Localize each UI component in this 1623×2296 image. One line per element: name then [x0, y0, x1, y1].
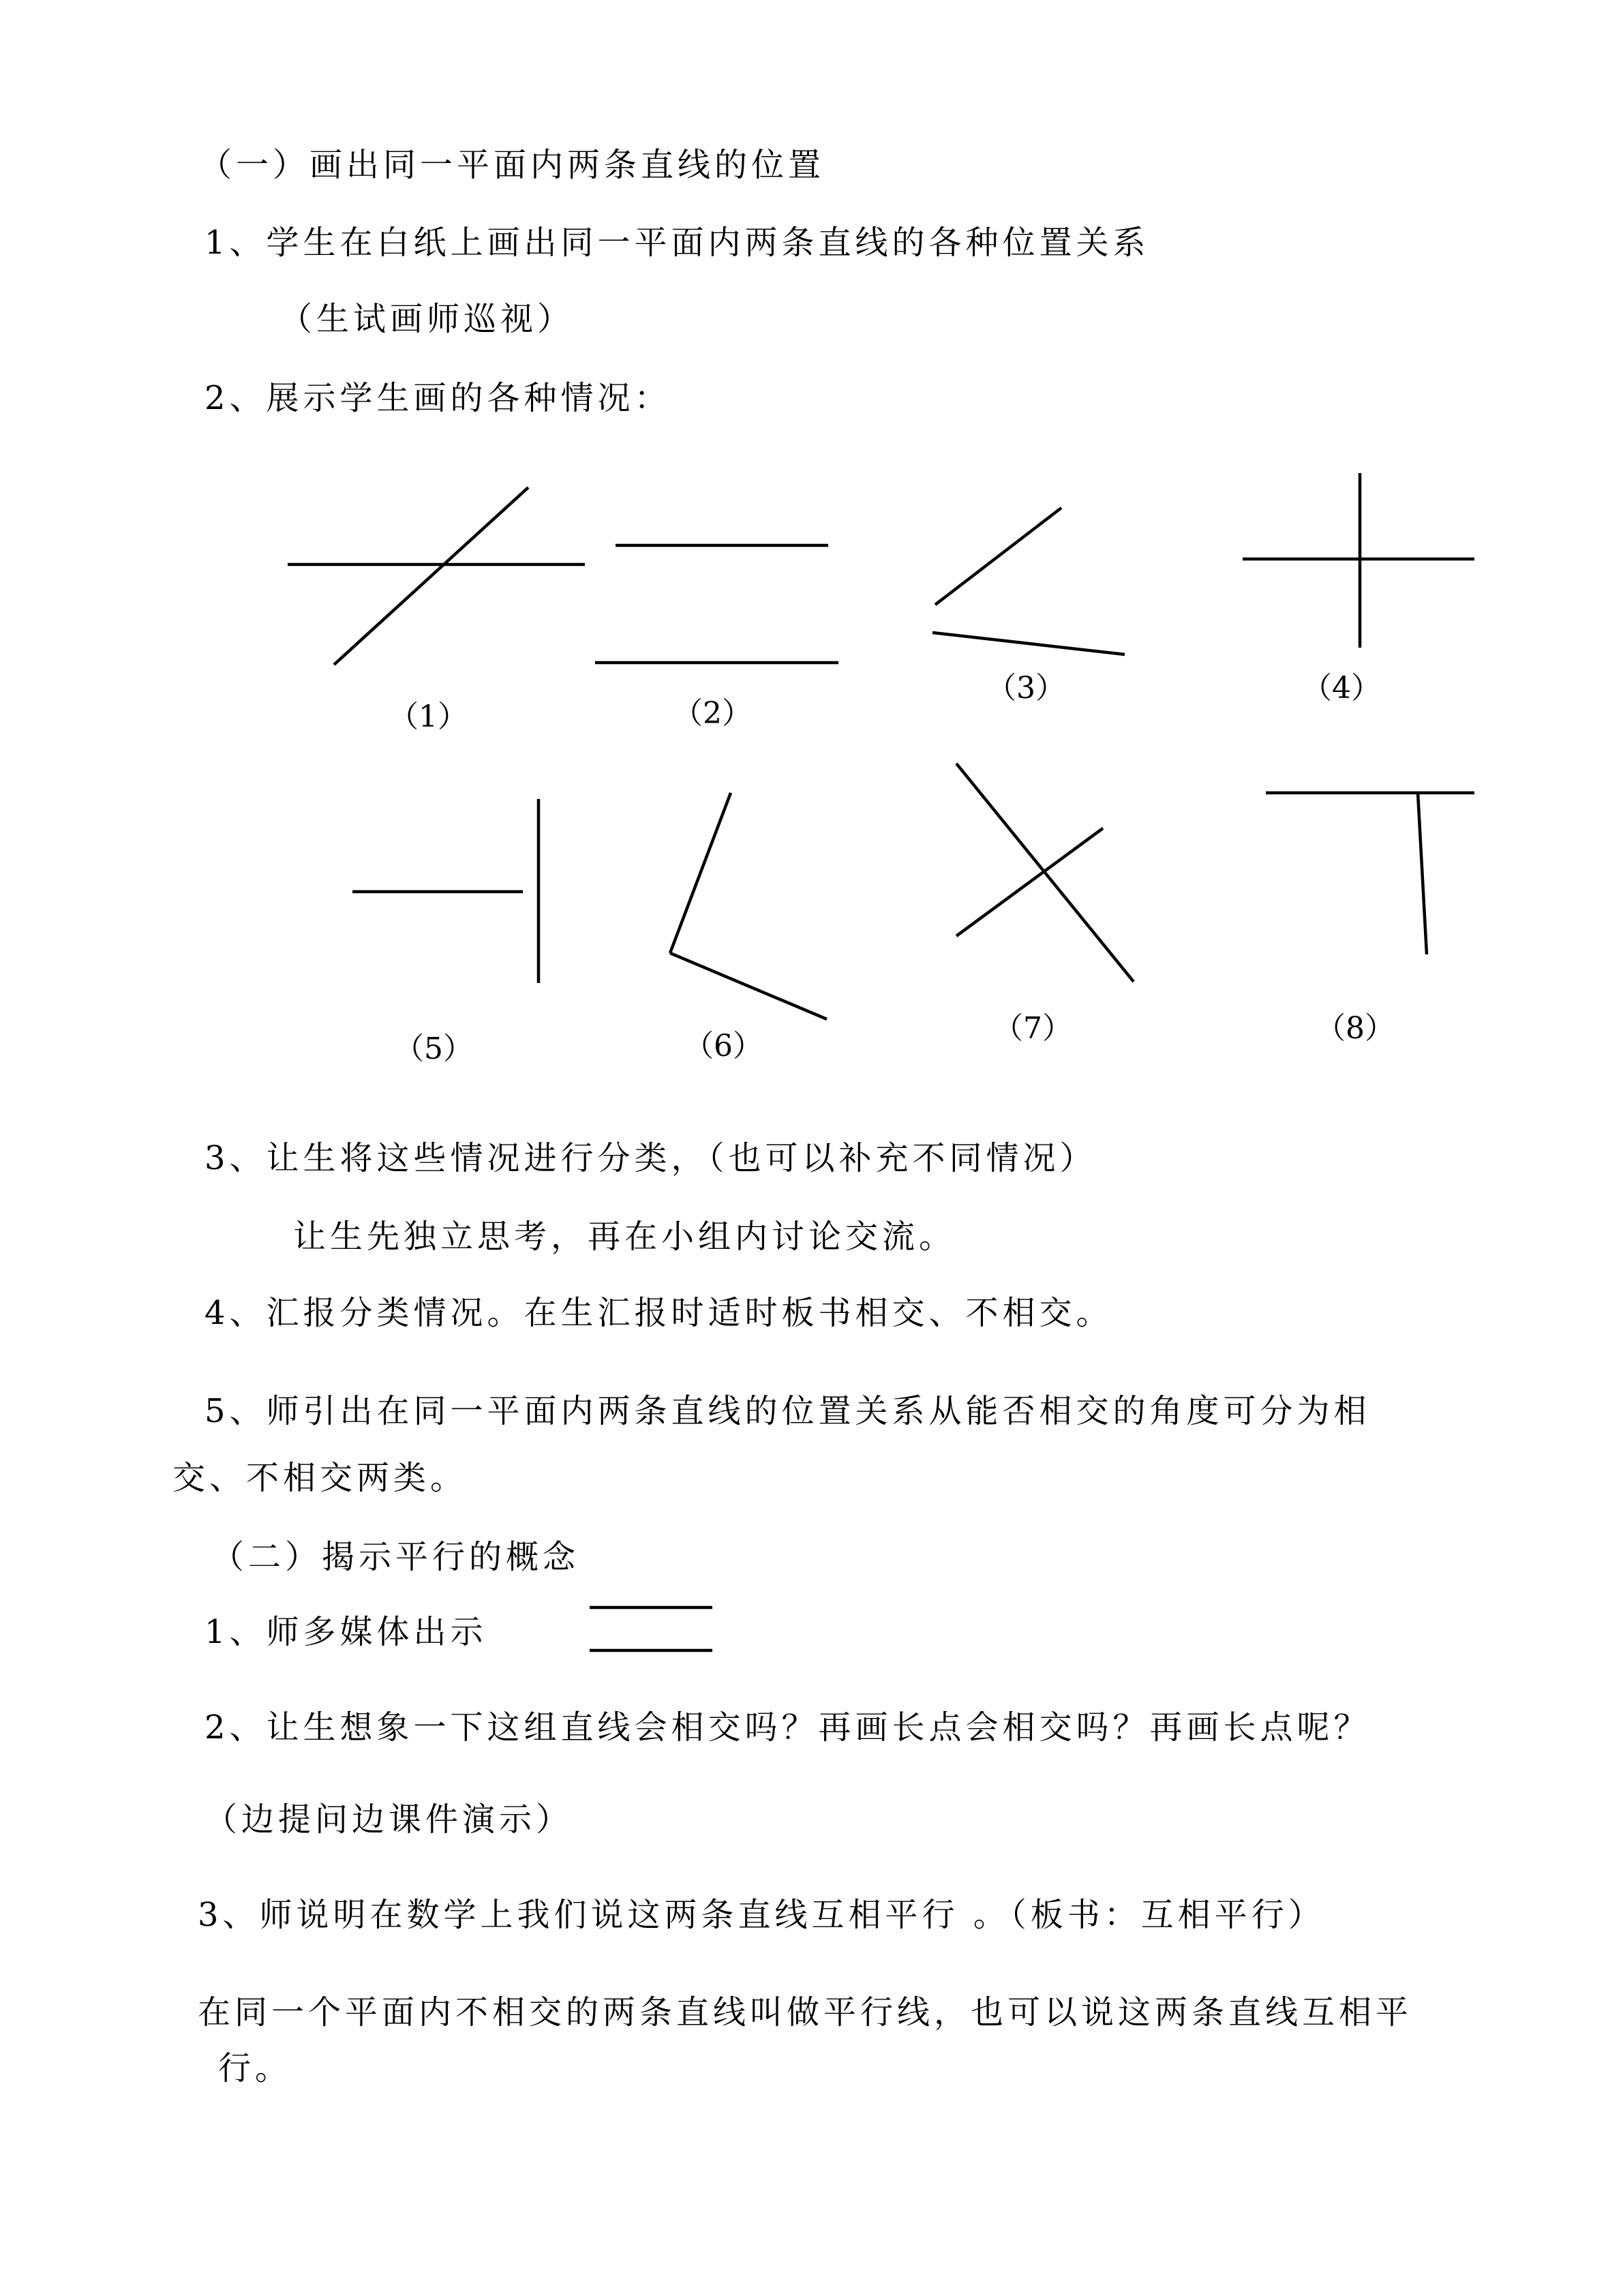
- section-2-step-3: 3、师说明在数学上我们说这两条直线互相平行 。（板书：互相平行）: [198, 1896, 1325, 1934]
- section-1-step-2: 2、展示学生画的各种情况：: [204, 379, 671, 417]
- section-1-step-1: 1、学生在白纸上画出同一平面内两条直线的各种位置关系: [204, 224, 1150, 262]
- section-2-definition-line-1: 在同一个平面内不相交的两条直线叫做平行线，也可以说这两条直线互相平: [198, 1993, 1413, 2031]
- section-1-step-5-line-1: 5、师引出在同一平面内两条直线的位置关系从能否相交的角度可分为相: [204, 1392, 1371, 1430]
- section-2-heading: （二）揭示平行的概念: [211, 1538, 580, 1576]
- section-1-heading: （一）画出同一平面内两条直线的位置: [199, 146, 825, 184]
- section-1-step-3: 3、让生将这些情况进行分类，（也可以补充不同情况）: [204, 1139, 1097, 1177]
- figure-label-5: （5）: [394, 1031, 473, 1066]
- figure-label-2: （2）: [673, 696, 752, 731]
- figure-label-4: （4）: [1302, 671, 1381, 706]
- section-2-step-2: 2、让生想象一下这组直线会相交吗？再画长点会相交吗？再画长点呢？: [204, 1708, 1371, 1747]
- section-1-step-3-note: 让生先独立思考，再在小组内讨论交流。: [293, 1218, 956, 1256]
- section-1-step-4: 4、汇报分类情况。在生汇报时适时板书相交、不相交。: [204, 1294, 1113, 1332]
- figure-label-7: （7）: [993, 1011, 1072, 1046]
- section-1-step-1-note: （生试画师巡视）: [279, 300, 575, 338]
- section-2-step-2-note: （边提问边课件演示）: [204, 1800, 573, 1839]
- figure-label-8: （8）: [1316, 1011, 1395, 1046]
- section-2-definition-line-2: 行。: [218, 2049, 292, 2087]
- figure-label-6: （6）: [684, 1029, 763, 1063]
- section-1-step-5-line-2: 交、不相交两类。: [172, 1459, 468, 1497]
- figure-label-1: （1）: [389, 699, 468, 734]
- section-2-step-1: 1、师多媒体出示: [204, 1613, 487, 1651]
- figure-label-3: （3）: [986, 671, 1065, 706]
